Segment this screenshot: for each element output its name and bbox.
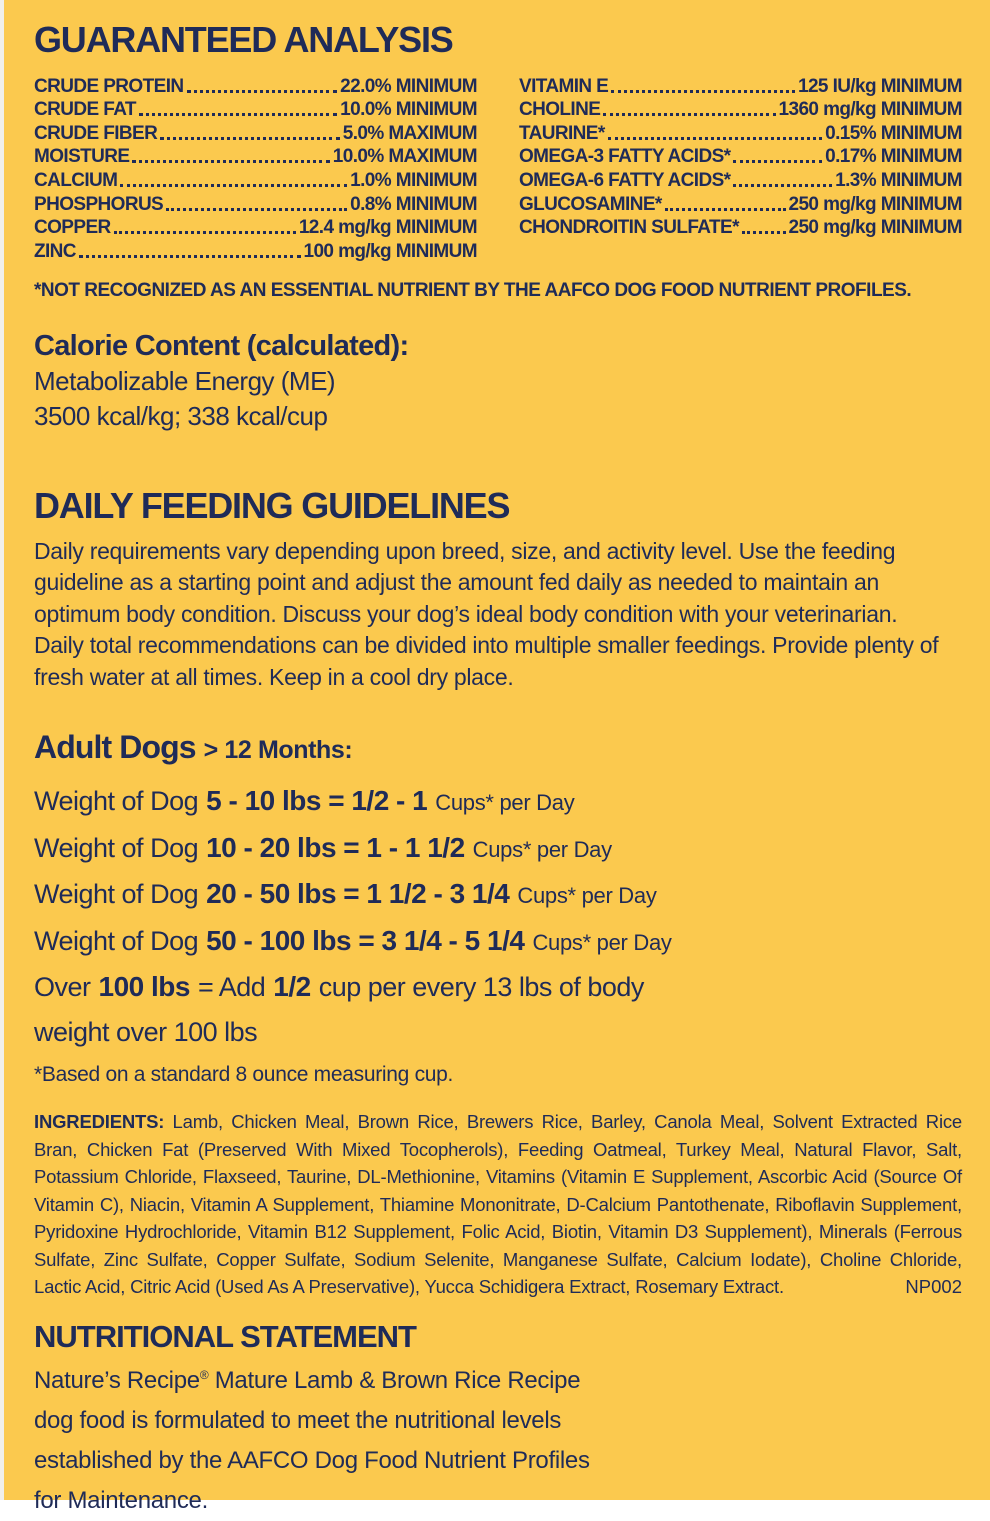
nutrient-value: 22.0% MINIMUM (340, 75, 477, 97)
feeding-row-range: 50 - 100 lbs = 3 1/4 - 5 1/4 (206, 924, 525, 956)
dot-leader (160, 137, 339, 140)
nutrient-name: GLUCOSAMINE* (519, 193, 662, 215)
nutrient-value: 100 mg/kg MINIMUM (303, 240, 477, 262)
over-equals-add: = Add (197, 972, 266, 1003)
nutrient-name: MOISTURE (34, 146, 130, 168)
ga-row-calcium (34, 168, 477, 192)
nutrient-value: 5.0% MAXIMUM (342, 122, 477, 144)
dot-leader (665, 208, 786, 211)
nutrient-value: 12.4 mg/kg MINIMUM (298, 217, 477, 239)
ga-row-vitamin-e (519, 74, 962, 98)
feeding-row-cups: Cups* per Day (532, 929, 672, 955)
feeding-row-prefix: Weight of Dog (34, 786, 199, 817)
feeding-row-cups: Cups* per Day (472, 836, 612, 862)
dot-leader (120, 184, 347, 187)
nutritional-statement-line2: dog food is formulated to meet the nutritional levels (34, 1406, 562, 1434)
feeding-row-over-100-line1 (34, 965, 962, 1010)
brand-name: Nature’s Recipe (34, 1366, 200, 1394)
nutritional-statement-line1 (34, 1355, 962, 1401)
nutritional-statement-line3: established by the AAFCO Dog Food Nutrient Profiles (34, 1446, 590, 1474)
feeding-guidelines-paragraph: Daily requirements vary depending upon breed, size, and activity level. Use the feeding guideline as a starting point and adjust the amount fed daily as needed to maintain an optimum body condition. Discuss your dog’s ideal body condition with your veterinarian. Daily total recommendations can be divided into multiple smaller feedings. Provide plenty of fresh water at all times. Keep in a cool dry place. (34, 537, 939, 690)
ga-row-crude-fat (34, 98, 477, 122)
ga-row-taurine (519, 121, 962, 145)
dot-leader (742, 231, 786, 234)
adult-dogs-title: Adult Dogs (34, 729, 196, 766)
kcal-values-line: 3500 kcal/kg; 338 kcal/cup (34, 400, 328, 431)
nutrient-value: 125 IU/kg MINIMUM (798, 75, 962, 97)
nutrient-value: 0.17% MINIMUM (825, 146, 962, 168)
nutrient-name: COPPER (34, 217, 111, 239)
nutrient-value: 250 mg/kg MINIMUM (788, 193, 962, 215)
nutrient-value: 1360 mg/kg MINIMUM (778, 99, 962, 121)
ga-row-omega3 (519, 145, 962, 169)
dot-leader (139, 113, 337, 116)
over-rule-line2: weight over 100 lbs (34, 1016, 258, 1047)
nutrient-value: 1.0% MINIMUM (350, 169, 477, 191)
aafco-footnote: *NOT RECOGNIZED AS AN ESSENTIAL NUTRIENT BY THE AAFCO DOG FOOD NUTRIENT PROFILES. (34, 279, 912, 301)
nutrient-value: 250 mg/kg MINIMUM (788, 217, 962, 239)
dot-leader (114, 231, 296, 234)
nutrient-value: 0.15% MINIMUM (825, 122, 962, 144)
nutrient-name: TAURINE* (519, 122, 605, 144)
metabolizable-energy-line: Metabolizable Energy (ME) (34, 365, 336, 396)
nutrient-value: 10.0% MAXIMUM (332, 146, 477, 168)
nutrient-value: 0.8% MINIMUM (350, 193, 477, 215)
nutrient-name: CHOLINE (519, 99, 601, 121)
ga-row-phosphorus (34, 192, 477, 216)
dot-leader (603, 113, 775, 116)
nutrient-name: ZINC (34, 240, 76, 262)
nutrient-name: CRUDE FAT (34, 99, 136, 121)
product-code: NP002 (905, 1276, 962, 1298)
adult-dogs-subtitle: > 12 Months: (203, 736, 353, 765)
ga-row-omega6 (519, 168, 962, 192)
dot-leader (187, 90, 338, 93)
dot-leader (733, 184, 832, 187)
feeding-row-prefix: Weight of Dog (34, 879, 199, 910)
ga-row-glucosamine (519, 192, 962, 216)
feeding-row-prefix: Weight of Dog (34, 925, 199, 956)
over-word: Over (34, 972, 91, 1003)
nutritional-statement-line4: for Maintenance. (34, 1486, 208, 1514)
over-half-cup: 1/2 (273, 971, 311, 1003)
calorie-content-block (34, 328, 962, 434)
ga-row-copper (34, 216, 477, 240)
recipe-name: Mature Lamb & Brown Rice Recipe (208, 1366, 581, 1394)
nutrient-name: OMEGA-3 FATTY ACIDS* (519, 146, 731, 168)
ga-row-zinc (34, 239, 477, 263)
nutrient-name: OMEGA-6 FATTY ACIDS* (519, 169, 731, 191)
dot-leader (79, 255, 301, 258)
over-rule-rest: cup per every 13 lbs of body (318, 972, 644, 1003)
ga-row-crude-fiber (34, 121, 477, 145)
feeding-row-range: 10 - 20 lbs = 1 - 1 1/2 (206, 831, 465, 863)
over-weight: 100 lbs (98, 971, 190, 1003)
nutrient-name: CRUDE FIBER (34, 122, 158, 144)
guaranteed-analysis-heading: GUARANTEED ANALYSIS (34, 19, 453, 60)
dot-leader (733, 160, 822, 163)
dot-leader (166, 208, 347, 211)
feeding-row-50-100 (34, 919, 962, 966)
ga-left-column (34, 74, 477, 263)
nutrient-name: CRUDE PROTEIN (34, 75, 184, 97)
registered-trademark-mark: ® (199, 1367, 209, 1382)
dot-leader (608, 137, 823, 140)
feeding-row-prefix: Weight of Dog (34, 832, 199, 863)
ingredients-label: INGREDIENTS: (34, 1111, 165, 1133)
feeding-row-over-100-line2 (34, 1010, 962, 1055)
nutrient-name: CALCIUM (34, 169, 118, 191)
ga-row-choline (519, 98, 962, 122)
feeding-row-10-20 (34, 826, 962, 873)
ga-row-crude-protein (34, 74, 477, 98)
nutritional-statement-heading: NUTRITIONAL STATEMENT (34, 1318, 416, 1354)
dot-leader (132, 160, 329, 163)
feeding-row-cups: Cups* per Day (435, 790, 575, 816)
feeding-table (34, 779, 962, 1054)
nutrient-value: 10.0% MINIMUM (340, 99, 477, 121)
ingredients-text: Lamb, Chicken Meal, Brown Rice, Brewers Rice, Barley, Canola Meal, Solvent Extracted Rice Bran, Chicken Fat (Preserved With Mixed Tocopherols), Feeding Oatmeal, Turkey Meal, Natural Flavor, Salt, Potassium Chloride, Flaxseed, Taurine, DL-Methionine, Vitamins (Vitamin E Supplement, Ascorbic Acid (Source Of Vitamin C), Niacin, Vitamin A Supplement, Thiamine Mononitrate, D-Calcium Pantothenate, Riboflavin Supplement, Pyridoxine Hydrochloride, Vitamin B12 Supplement, Folic Acid, Biotin, Vitamin D3 Supplement), Minerals (Ferrous Sulfate, Zinc Sulfate, Copper Sulfate, Sodium Selenite, Manganese Sulfate, Calcium Iodate), Choline Chloride, Lactic Acid, Citric Acid (Used As A Preservative), Yucca Schidigera Extract, Rosemary Extract. (34, 1111, 962, 1298)
ga-row-moisture (34, 145, 477, 169)
feeding-row-range: 20 - 50 lbs = 1 1/2 - 3 1/4 (206, 878, 510, 910)
nutrient-name: CHONDROITIN SULFATE* (519, 217, 739, 239)
adult-dogs-heading (34, 727, 962, 774)
guaranteed-analysis-table (34, 74, 962, 263)
measuring-cup-footnote: *Based on a standard 8 ounce measuring cup. (34, 1063, 454, 1087)
feeding-row-range: 5 - 10 lbs = 1/2 - 1 (206, 785, 428, 817)
daily-feeding-guidelines-heading: DAILY FEEDING GUIDELINES (34, 484, 510, 526)
feeding-row-5-10 (34, 779, 962, 826)
calorie-content-heading: Calorie Content (calculated): (34, 329, 409, 362)
nutrient-name: PHOSPHORUS (34, 193, 164, 215)
ingredients-paragraph (34, 1108, 962, 1301)
nutrient-value: 1.3% MINIMUM (835, 169, 962, 191)
ga-right-column (519, 74, 962, 263)
ga-row-chondroitin (519, 216, 962, 240)
nutrient-name: VITAMIN E (519, 75, 609, 97)
feeding-row-20-50 (34, 872, 962, 919)
feeding-row-cups: Cups* per Day (517, 883, 657, 909)
dot-leader (611, 90, 795, 93)
